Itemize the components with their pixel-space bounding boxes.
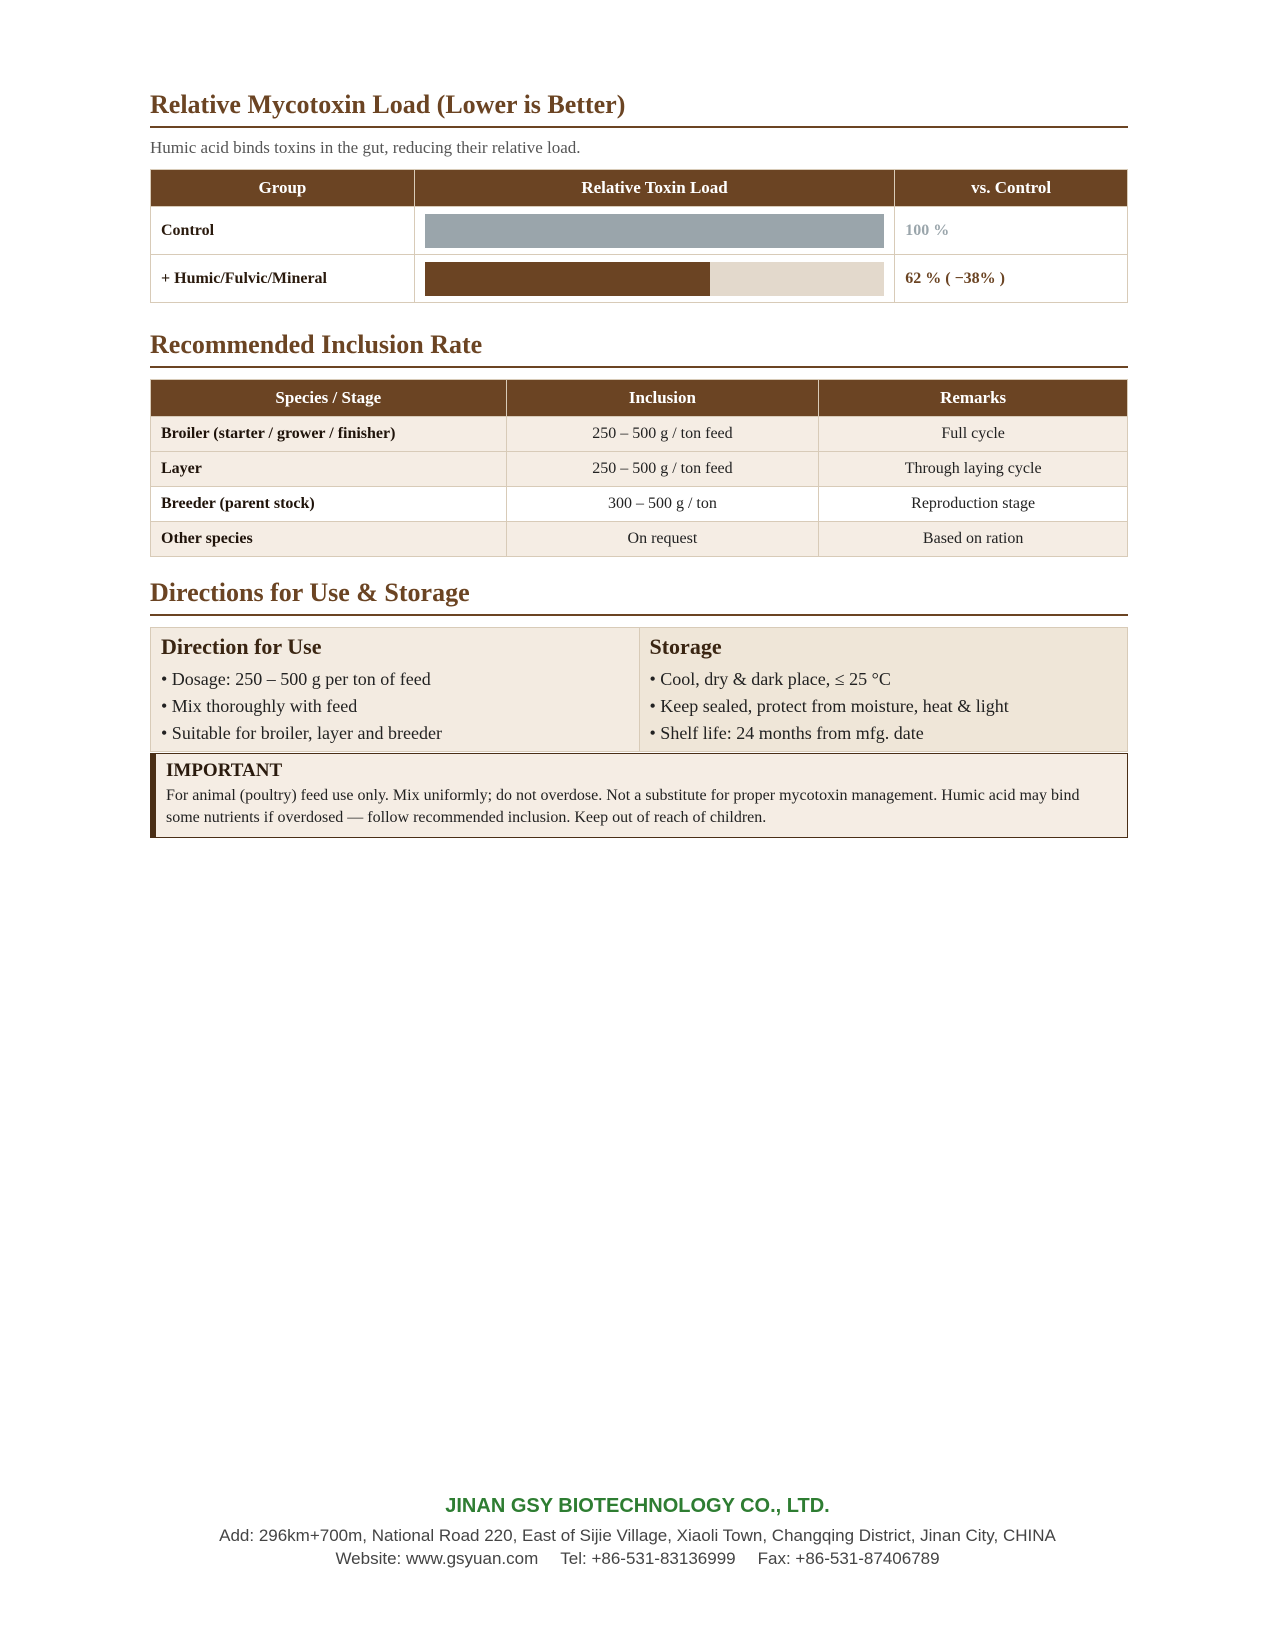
inclusion-table: [150, 379, 1128, 557]
inclusion-cell: 250 – 500 g / ton feed: [506, 452, 819, 487]
table-row: [151, 255, 1128, 303]
toxin-section: [150, 90, 1128, 303]
species-cell: Broiler (starter / grower / finisher): [151, 417, 507, 452]
list-item: • Dosage: 250 – 500 g per ton of feed: [161, 669, 431, 689]
storage-heading: Storage: [649, 634, 722, 659]
table-row: [151, 487, 1128, 522]
list-item: • Mix thoroughly with feed: [161, 696, 358, 716]
directions-box: [150, 627, 1128, 752]
header-inclusion: Inclusion: [506, 380, 819, 417]
inclusion-section-title: Recommended Inclusion Rate: [150, 330, 1128, 368]
table-row: [151, 452, 1128, 487]
species-cell: Breeder (parent stock): [151, 487, 507, 522]
table-row: [151, 522, 1128, 557]
storage-list: [650, 666, 1118, 747]
group-label: + Humic/Fulvic/Mineral: [151, 255, 415, 303]
table-row: [151, 417, 1128, 452]
important-notice: [150, 753, 1128, 838]
toxin-load-table: [150, 169, 1128, 303]
table-row: [151, 207, 1128, 255]
list-item: • Shelf life: 24 months from mfg. date: [649, 723, 924, 743]
bar-track: [425, 262, 884, 296]
remarks-cell: Reproduction stage: [819, 487, 1128, 522]
header-vs-control: vs. Control: [895, 170, 1128, 207]
group-label: Control: [151, 207, 415, 255]
header-group: Group: [151, 170, 415, 207]
tel-number: Tel: +86-531-83136999: [560, 1549, 736, 1568]
list-item: • Keep sealed, protect from moisture, heat & light: [649, 696, 1009, 716]
list-item: • Suitable for broiler, layer and breeder: [161, 723, 442, 743]
important-heading: IMPORTANT: [166, 760, 283, 781]
company-name: JINAN GSY BIOTECHNOLOGY CO., LTD.: [445, 1495, 830, 1517]
inclusion-section: [150, 330, 1128, 557]
pct-label: 62 % ( −38% ): [895, 255, 1128, 303]
header-relative-toxin-load: Relative Toxin Load: [414, 170, 894, 207]
bar-humic: [425, 262, 710, 296]
inclusion-cell: 250 – 500 g / ton feed: [506, 417, 819, 452]
bar-track: [425, 214, 884, 248]
website-link[interactable]: Website: www.gsyuan.com: [335, 1549, 539, 1568]
contact-line: [0, 1547, 1275, 1570]
header-species-stage: Species / Stage: [151, 380, 507, 417]
list-item: • Cool, dry & dark place, ≤ 25 °C: [649, 669, 891, 689]
species-cell: Layer: [151, 452, 507, 487]
directions-section-title: Directions for Use & Storage: [150, 578, 1128, 616]
direction-for-use-heading: Direction for Use: [161, 634, 322, 659]
direction-for-use-panel: [151, 628, 640, 751]
storage-panel: [640, 628, 1128, 751]
pct-label: 100 %: [895, 207, 1128, 255]
toxin-section-subtitle: Humic acid binds toxins in the gut, reducing their relative load.: [150, 138, 581, 157]
direction-for-use-list: [161, 666, 629, 747]
header-remarks: Remarks: [819, 380, 1128, 417]
inclusion-cell: 300 – 500 g / ton: [506, 487, 819, 522]
company-address: Add: 296km+700m, National Road 220, East of Sijie Village, Xiaoli Town, Changqing District, Jinan City, CHINA: [219, 1526, 1056, 1545]
remarks-cell: Based on ration: [819, 522, 1128, 557]
directions-section: [150, 578, 1128, 838]
toxin-section-title: Relative Mycotoxin Load (Lower is Better): [150, 90, 1128, 128]
remarks-cell: Full cycle: [819, 417, 1128, 452]
fax-number: Fax: +86-531-87406789: [757, 1549, 940, 1568]
footer: [0, 1495, 1275, 1570]
bar-control: [425, 214, 884, 248]
remarks-cell: Through laying cycle: [819, 452, 1128, 487]
species-cell: Other species: [151, 522, 507, 557]
important-text: For animal (poultry) feed use only. Mix uniformly; do not overdose. Not a substitute for proper mycotoxin management. Humic acid may bind some nutrients if overdosed — follow recommended inclusion. Keep out of reach of children.: [166, 787, 1080, 826]
inclusion-cell: On request: [506, 522, 819, 557]
